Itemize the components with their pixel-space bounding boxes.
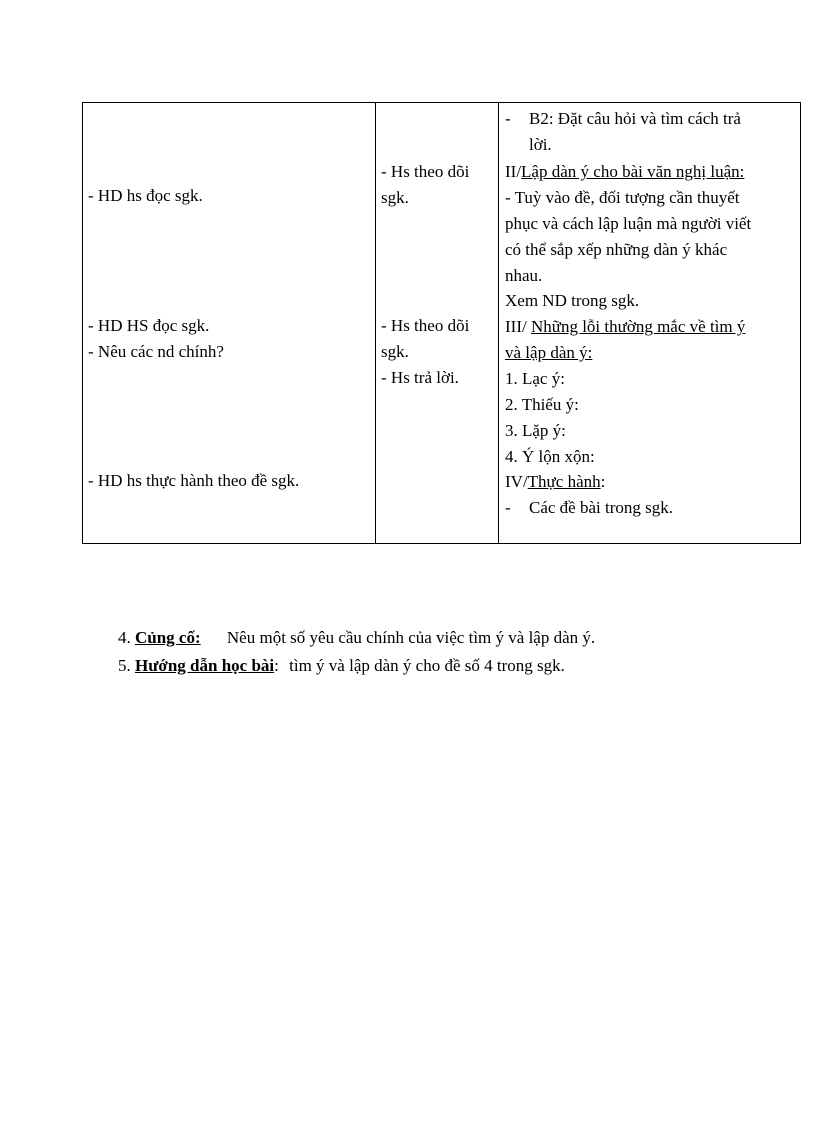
homework-item (118, 654, 565, 678)
outline-paragraph-line2: phục và cách lập luận mà người viết (505, 214, 752, 233)
consolidation-label: Củng cố: (135, 628, 201, 647)
column-divider (498, 103, 499, 543)
section-4-colon: : (600, 472, 606, 491)
see-content-note: Xem ND trong sgk. (505, 291, 640, 310)
homework-label: Hướng dẫn học bài (135, 656, 275, 675)
b2-step-line2: lời. (529, 135, 552, 154)
item-number: 5. (118, 656, 131, 675)
teacher-activity-1: - HD hs đọc sgk. (88, 186, 203, 205)
practice-text: Các đề bài trong sgk. (529, 498, 673, 517)
teacher-activity-2: - HD HS đọc sgk. (88, 316, 210, 335)
section-3-title-cont: và lập dàn ý: (505, 343, 593, 362)
student-activity-2-cont: sgk. (381, 342, 409, 361)
column-divider (375, 103, 376, 543)
item-number: 4. (118, 628, 131, 647)
section-4-heading (505, 469, 605, 495)
error-item: 4. Ý lộn xộn: (505, 447, 595, 466)
practice-bullet: - (505, 498, 511, 517)
homework-text: tìm ý và lập dàn ý cho đề số 4 trong sgk. (289, 656, 565, 675)
outline-paragraph-line1: - Tuỳ vào đề, đối tượng cần thuyết (505, 188, 740, 207)
b2-step-text: B2: Đặt câu hỏi và tìm cách trả (529, 109, 741, 128)
consolidation-item (118, 626, 595, 650)
student-activity-3: - Hs trả lời. (381, 368, 459, 387)
error-item: 3. Lặp ý: (505, 421, 566, 440)
section-3-heading (505, 314, 745, 340)
student-activity-1: - Hs theo dõi (381, 162, 470, 181)
section-2-heading (505, 159, 744, 185)
b2-step-line1 (529, 106, 794, 132)
section-4-title: Thực hành (527, 472, 601, 491)
homework-colon: : (274, 656, 279, 675)
section-2-title: Lập dàn ý cho bài văn nghị luận: (521, 162, 745, 181)
teacher-activity-2-question: - Nêu các nd chính? (88, 342, 224, 361)
b2-bullet: - (505, 109, 511, 128)
section-2-number: II/ (505, 162, 522, 181)
student-activity-2: - Hs theo dõi (381, 316, 470, 335)
error-item: 1. Lạc ý: (505, 369, 565, 388)
error-item: 2. Thiếu ý: (505, 395, 579, 414)
outline-paragraph-line3: có thể sắp xếp những dàn ý khác (505, 240, 728, 259)
section-3-number: III/ (505, 317, 527, 336)
section-4-number: IV/ (505, 472, 528, 491)
outline-paragraph-line4: nhau. (505, 266, 543, 285)
lesson-table (82, 102, 801, 544)
consolidation-text: Nêu một số yêu cầu chính của việc tìm ý và lập dàn ý. (226, 628, 596, 647)
teacher-activity-3: - HD hs thực hành theo đề sgk. (88, 471, 300, 490)
student-activity-1-cont: sgk. (381, 188, 409, 207)
section-3-title: Những lỗi thường mắc về tìm ý (530, 317, 746, 336)
